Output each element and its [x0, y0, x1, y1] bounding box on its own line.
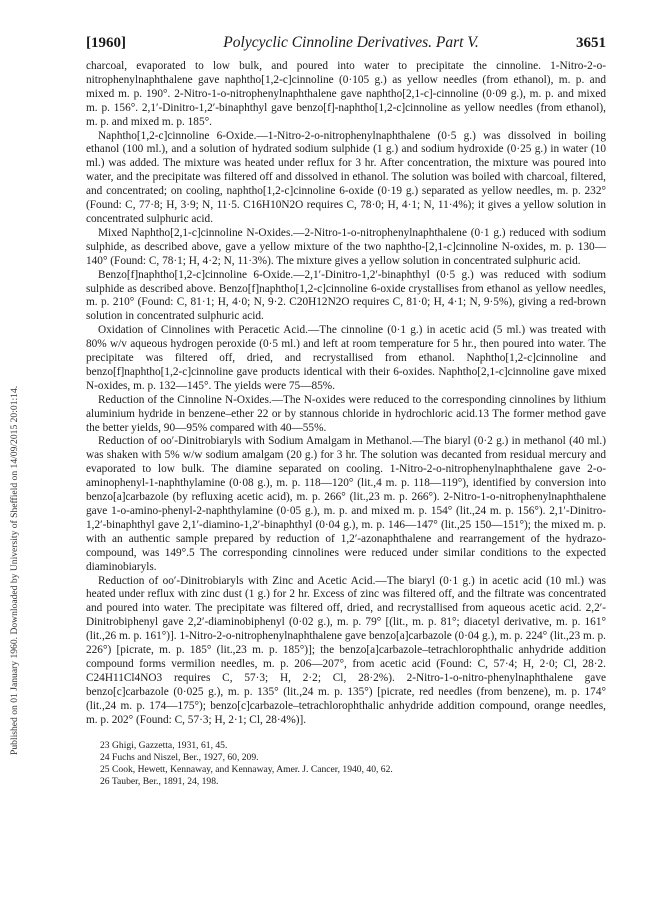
- sidenote-svg: [8, 150, 20, 760]
- reference-25: 25 Cook, Hewett, Kennaway, and Kennaway, Amer. J. Cancer, 1940, 40, 62.: [100, 763, 393, 775]
- paragraph-3: Mixed Naphtho[2,1-c]cinnoline N-Oxides.—2-Nitro-1-o-nitrophenylnaphthalene (0·1 g.) reduced with sodium sulphide, as described above, gave a yellow mixture of the two naphtho-[2,1-c]cinnoline N-oxides, m. p. 130—140° (Found: C, 78·1; H, 4·2; N, 11·3%). The mixture gives a yellow solution in concentrated sulphuric acid.: [86, 226, 606, 267]
- paragraph-4: Benzo[f]naphtho[1,2-c]cinnoline 6-Oxide.—2,1′-Dinitro-1,2′-binaphthyl (0·5 g.) was reduced with sodium sulphide as described above. Benzo[f]naphtho[1,2-c]cinnoline 6-oxide crystallises from ethanol as yellow needles, m. p. 210° (Found: C, 81·1; H, 4·0; N, 9·2. C20H12N2O requires C, 81·0; H, 4·1; N, 9·5%), giving a red-brown solution in concentrated sulphuric acid.: [86, 268, 606, 323]
- article-body: [86, 60, 606, 788]
- reference-24: 24 Fuchs and Niszel, Ber., 1927, 60, 209.: [100, 751, 259, 763]
- paragraph-8: Reduction of oo′-Dinitrobiaryls with Zinc and Acetic Acid.—The biaryl (0·1 g.) in acetic acid (10 ml.) was heated under reflux with zinc dust (1 g.) for 2 hr. Excess of zinc was filtered off, and the filtrate was concentrated and poured into water. The precipitate was filtered off, dried, and recrystallised from aqueous acetic acid. 2,2′-Dinitrobiphenyl gave 2,2′-diaminobiphenyl (0·02 g.), m. p. 79° [(lit., m. p. 81°; diacetyl derivative, m. p. 161° (lit.,26 m. p. 161°)]. 1-Nitro-2-o-nitrophenylnaphthalene gave benzo[a]carbazole (0·04 g.), m. p. 224° (lit.,23 m. p. 226°) [picrate, m. p. 185° (lit.,23 m. p. 185°)]; the benzo[a]carbazole–tetrachlorophthalic anhydride addition compound forms vermilion needles, m. p. 206—207°, from acetic acid (Found: C, 57·4; H, 2·0; Cl, 28·2. C24H11Cl4NO3 requires C, 57·3; H, 2·2; Cl, 28·2%). 2-Nitro-1-o-nitro-phenylnaphthalene gave benzo[c]carbazole (0·025 g.), m. p. 135° (lit.,24 m. p. 135°) [picrate, red needles (from benzene), m. p. 174° (lit.,24 m. p. 174—175°); benzo[c]carbazole–tetrachlorophthalic anhydride addition compound, orange needles, m. p. 202° (Found: C, 57·3; H, 2·1; Cl, 28·4%)].: [86, 574, 606, 726]
- paragraph-2: Naphtho[1,2-c]cinnoline 6-Oxide.—1-Nitro-2-o-nitrophenylnaphthalene (0·5 g.) was dissolved in boiling ethanol (100 ml.), and a solution of hydrated sodium sulphide (1 g.) and sodium hydroxide (0·25 g.) in water (10 ml.) was added. The mixture was heated under reflux for 3 hr. After concentration, the mixture was poured into water, and the precipitate was filtered off and dissolved in ethanol. The solution was boiled with charcoal, filtered, and concentrated; on cooling, naphtho[1,2-c]cinnoline 6-oxide (0·19 g.) separated as yellow needles, m. p. 232° (Found: C, 77·8; H, 3·9; N, 11·5. C16H10N2O requires C, 78·0; H, 4·1; N, 11·4%); it gives a yellow solution in concentrated sulphuric acid.: [86, 129, 606, 225]
- header-year: [1960]: [86, 35, 126, 51]
- references: [86, 740, 606, 788]
- download-sidenote: [8, 150, 20, 760]
- page-number: 3651: [576, 35, 606, 51]
- reference-26: 26 Tauber, Ber., 1891, 24, 198.: [100, 775, 219, 787]
- page-header: [86, 34, 606, 52]
- header-title: Polycyclic Cinnoline Derivatives. Part V.: [223, 34, 479, 51]
- paragraph-7: Reduction of oo′-Dinitrobiaryls with Sodium Amalgam in Methanol.—The biaryl (0·2 g.) in methanol (40 ml.) was shaken with 5% w/w sodium amalgam (20 g.) for 3 hr. The solution was decanted from residual mercury and evaporated to low bulk. The diamine separated on cooling. 1-Nitro-2-o-nitrophenylnaphthalene gave 2-o-aminophenyl-1-naphthylamine (0·08 g.), m. p. 118—120° (lit.,4 m. p. 118—119°), identified by conversion into benzo[a]carbazole (by refluxing acetic acid), m. p. 266° (lit.,23 m. p. 266°). 2-Nitro-1-o-nitrophenylnaphthalene gave 1-o-amino-phenyl-2-naphthylamine (0·05 g.), m. p. and mixed m. p. 154° (lit.,24 m. p. 156°). 2,1′-Dinitro-1,2′-binaphthyl gave 2,1′-diamino-1,2′-binaphthyl (0·04 g.), m. p. 146—147° (lit.,25 150—151°); the mixed m. p. with an authentic sample prepared by reduction of 1,2′-azonaphthalene and rearrangement of the hydrazo-compound, was 149°.5 The corresponding cinnolines were reduced under similar conditions to the expected diaminobiaryls.: [86, 435, 606, 573]
- paragraph-6: Reduction of the Cinnoline N-Oxides.—The N-oxides were reduced to the corresponding cinnolines by lithium aluminium hydride in benzene–ether 22 or by stannous chloride in hydrochloric acid.13 The former method gave the better yields, 90—95% compared with 40—55%.: [86, 393, 606, 434]
- sidenote-text: Published on 01 January 1960. Downloaded by University of Sheffield on 14/09/2015 20:01:14.: [9, 385, 20, 755]
- paragraph-5: Oxidation of Cinnolines with Peracetic Acid.—The cinnoline (0·1 g.) in acetic acid (5 ml.) was treated with 80% w/v aqueous hydrogen peroxide (0·5 ml.) and left at room temperature for 5 hr., then poured into water. The precipitate was filtered off, dried, and recrystallised from ethanol. Naphtho[1,2-c]cinnoline and benzo[f]naphtho[1,2-c]cinnoline gave products identical with their 6-oxides. Naphtho[2,1-c]cinnoline gave mixed N-oxides, m. p. 132—145°. The yields were 75—85%.: [86, 324, 606, 392]
- paragraph-1: charcoal, evaporated to low bulk, and poured into water to precipitate the cinnoline. 1-Nitro-2-o-nitrophenylnaphthalene gave naphtho[1,2-c]cinnoline (0·105 g.) as yellow needles (from ethanol), m. p. and mixed m. p. 190°. 2-Nitro-1-o-nitrophenylnaphthalene gave naphtho[2,1-c]-cinnoline (0·09 g.), m. p. and mixed m. p. 156°. 2,1′-Dinitro-1,2′-binaphthyl gave benzo[f]-naphtho[1,2-c]cinnoline as yellow needles (from ethanol), m. p. and mixed m. p. 185°.: [86, 60, 606, 128]
- reference-23: 23 Ghigi, Gazzetta, 1931, 61, 45.: [100, 739, 228, 751]
